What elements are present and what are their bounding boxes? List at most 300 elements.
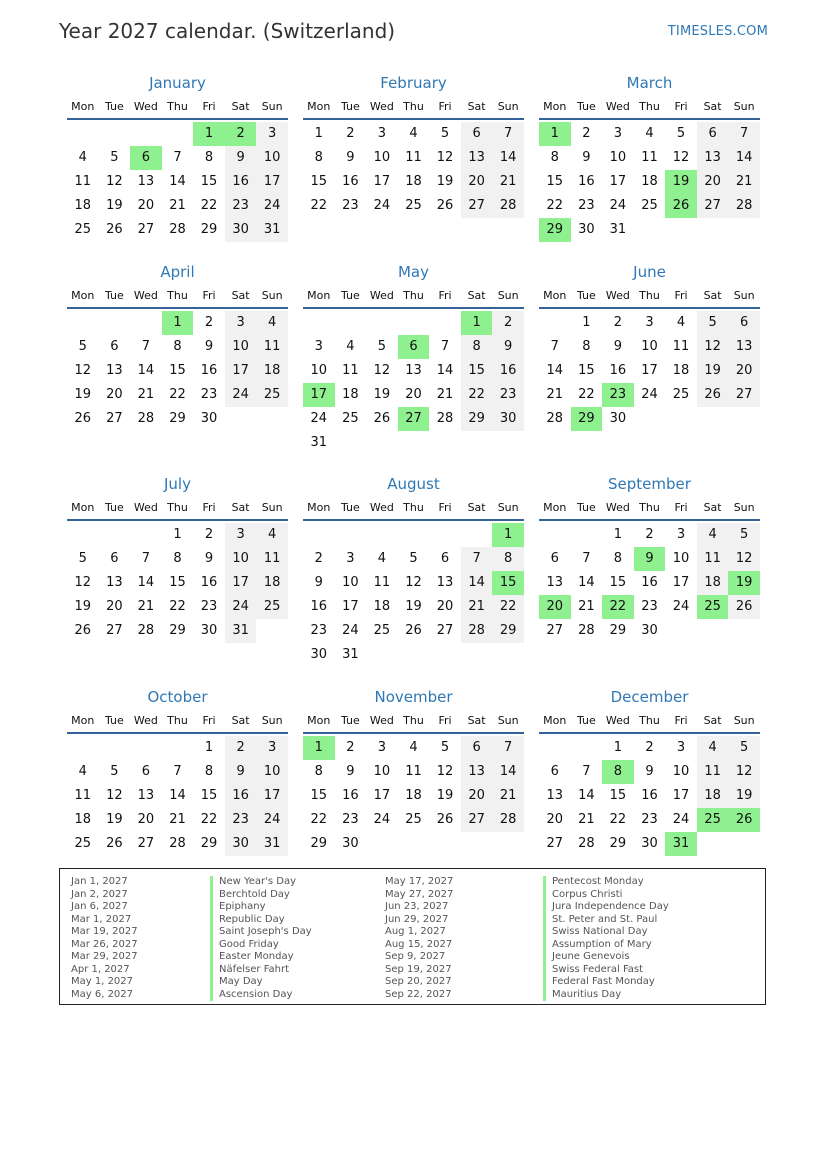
day-cell[interactable]: 25 <box>405 198 422 213</box>
day-cell[interactable]: 3 <box>314 339 323 354</box>
day-cell[interactable]: 24 <box>672 812 690 827</box>
day-cell[interactable]: 14 <box>436 363 454 378</box>
day-cell[interactable]: 1 <box>613 740 623 755</box>
day-cell[interactable]: 16 <box>492 359 524 383</box>
day-cell[interactable]: 17 <box>672 575 690 590</box>
day-cell[interactable]: 22 <box>169 387 186 402</box>
day-cell[interactable]: 22 <box>200 198 218 213</box>
day-cell[interactable]: 7 <box>440 339 450 354</box>
day-cell[interactable]: 22 <box>546 198 564 213</box>
day-cell[interactable]: 23 <box>225 194 257 218</box>
day-cell[interactable]: 29 <box>169 411 186 426</box>
day-cell[interactable]: 18 <box>256 571 288 595</box>
day-cell[interactable]: 2 <box>645 527 654 542</box>
day-cell[interactable]: 4 <box>676 315 686 330</box>
day-cell[interactable]: 3 <box>676 740 686 755</box>
day-cell[interactable]: 23 <box>641 599 658 614</box>
day-cell[interactable]: 11 <box>672 339 690 354</box>
day-cell[interactable]: 24 <box>609 198 627 213</box>
day-cell[interactable]: 13 <box>697 146 729 170</box>
day-cell[interactable]: 26 <box>106 836 123 851</box>
day-cell[interactable]: 3 <box>225 311 257 335</box>
day-cell[interactable]: 13 <box>405 363 422 378</box>
day-cell[interactable]: 12 <box>728 547 760 571</box>
day-cell[interactable]: 12 <box>728 760 760 784</box>
day-cell[interactable]: 3 <box>346 551 355 566</box>
day-cell[interactable]: 28 <box>461 619 493 643</box>
day-cell[interactable]: 28 <box>728 194 760 218</box>
day-cell[interactable]: 16 <box>200 363 218 378</box>
day-cell[interactable]: 14 <box>461 571 493 595</box>
day-cell[interactable]: 4 <box>256 523 288 547</box>
day-cell[interactable]: 6 <box>728 311 760 335</box>
day-cell[interactable]: 17 <box>373 174 391 189</box>
day-cell[interactable]: 4 <box>409 740 418 755</box>
day-cell[interactable]: 23 <box>342 812 359 827</box>
day-cell[interactable]: 19 <box>405 599 422 614</box>
day-cell[interactable]: 28 <box>169 836 186 851</box>
day-cell[interactable]: 28 <box>492 194 524 218</box>
day-cell[interactable]: 25 <box>256 383 288 407</box>
day-cell[interactable]: 30 <box>641 623 658 638</box>
day-cell[interactable]: 5 <box>697 311 729 335</box>
day-cell[interactable]: 20 <box>106 387 123 402</box>
day-cell[interactable]: 6 <box>550 551 559 566</box>
day-cell[interactable]: 24 <box>672 599 690 614</box>
day-cell[interactable]: 15 <box>200 788 218 803</box>
day-cell[interactable]: 24 <box>310 411 328 426</box>
day-cell[interactable]: 27 <box>546 623 564 638</box>
day-cell[interactable]: 18 <box>697 571 729 595</box>
day-cell[interactable]: 22 <box>609 812 627 827</box>
day-cell[interactable]: 6 <box>110 339 119 354</box>
day-cell[interactable]: 7 <box>728 122 760 146</box>
holiday-day-cell[interactable]: 1 <box>492 523 524 547</box>
day-cell[interactable]: 23 <box>492 383 524 407</box>
day-cell[interactable]: 25 <box>256 595 288 619</box>
day-cell[interactable]: 14 <box>492 146 524 170</box>
day-cell[interactable]: 18 <box>74 198 92 213</box>
day-cell[interactable]: 26 <box>405 623 422 638</box>
day-cell[interactable]: 14 <box>137 363 155 378</box>
day-cell[interactable]: 19 <box>436 788 454 803</box>
day-cell[interactable]: 14 <box>169 788 186 803</box>
day-cell[interactable]: 20 <box>546 812 564 827</box>
day-cell[interactable]: 5 <box>440 740 450 755</box>
day-cell[interactable]: 11 <box>405 150 422 165</box>
day-cell[interactable]: 20 <box>436 599 454 614</box>
day-cell[interactable]: 20 <box>137 198 155 213</box>
day-cell[interactable]: 24 <box>641 387 658 402</box>
day-cell[interactable]: 11 <box>256 547 288 571</box>
day-cell[interactable]: 5 <box>676 126 686 141</box>
day-cell[interactable]: 19 <box>106 812 123 827</box>
day-cell[interactable]: 7 <box>492 122 524 146</box>
day-cell[interactable]: 21 <box>728 170 760 194</box>
brand-link[interactable]: TIMESLES.COM <box>667 24 768 39</box>
day-cell[interactable]: 8 <box>314 150 323 165</box>
day-cell[interactable]: 6 <box>110 551 119 566</box>
day-cell[interactable]: 6 <box>141 764 151 779</box>
day-cell[interactable]: 8 <box>582 339 591 354</box>
holiday-day-cell[interactable]: 29 <box>571 407 603 431</box>
day-cell[interactable]: 26 <box>697 383 729 407</box>
holiday-day-cell[interactable]: 6 <box>130 146 162 170</box>
day-cell[interactable]: 29 <box>200 836 218 851</box>
day-cell[interactable]: 21 <box>546 387 564 402</box>
day-cell[interactable]: 8 <box>204 150 214 165</box>
day-cell[interactable]: 9 <box>346 150 355 165</box>
day-cell[interactable]: 14 <box>137 575 155 590</box>
day-cell[interactable]: 24 <box>373 198 391 213</box>
day-cell[interactable]: 20 <box>461 170 493 194</box>
day-cell[interactable]: 5 <box>110 150 119 165</box>
day-cell[interactable]: 26 <box>74 623 92 638</box>
day-cell[interactable]: 25 <box>405 812 422 827</box>
day-cell[interactable]: 7 <box>582 551 591 566</box>
day-cell[interactable]: 14 <box>546 363 564 378</box>
day-cell[interactable]: 30 <box>225 218 257 242</box>
day-cell[interactable]: 17 <box>373 788 391 803</box>
day-cell[interactable]: 9 <box>204 551 214 566</box>
day-cell[interactable]: 10 <box>225 335 257 359</box>
day-cell[interactable]: 15 <box>310 788 328 803</box>
holiday-day-cell[interactable]: 1 <box>539 122 571 146</box>
day-cell[interactable]: 30 <box>310 647 328 662</box>
day-cell[interactable]: 1 <box>314 126 323 141</box>
day-cell[interactable]: 13 <box>137 174 155 189</box>
day-cell[interactable]: 10 <box>256 146 288 170</box>
day-cell[interactable]: 4 <box>409 126 418 141</box>
day-cell[interactable]: 18 <box>74 812 92 827</box>
holiday-day-cell[interactable]: 15 <box>492 571 524 595</box>
day-cell[interactable]: 2 <box>346 126 355 141</box>
day-cell[interactable]: 25 <box>342 411 359 426</box>
day-cell[interactable]: 2 <box>314 551 323 566</box>
holiday-day-cell[interactable]: 6 <box>398 335 430 359</box>
day-cell[interactable]: 21 <box>461 595 493 619</box>
day-cell[interactable]: 3 <box>256 736 288 760</box>
day-cell[interactable]: 7 <box>141 551 151 566</box>
day-cell[interactable]: 15 <box>310 174 328 189</box>
day-cell[interactable]: 8 <box>613 551 623 566</box>
day-cell[interactable]: 9 <box>314 575 323 590</box>
day-cell[interactable]: 10 <box>342 575 359 590</box>
day-cell[interactable]: 20 <box>137 812 155 827</box>
day-cell[interactable]: 6 <box>461 736 493 760</box>
day-cell[interactable]: 15 <box>169 363 186 378</box>
day-cell[interactable]: 18 <box>405 788 422 803</box>
day-cell[interactable]: 13 <box>461 146 493 170</box>
day-cell[interactable]: 10 <box>373 764 391 779</box>
day-cell[interactable]: 13 <box>436 575 454 590</box>
day-cell[interactable]: 22 <box>169 599 186 614</box>
day-cell[interactable]: 21 <box>492 170 524 194</box>
day-cell[interactable]: 20 <box>697 170 729 194</box>
day-cell[interactable]: 9 <box>204 339 214 354</box>
day-cell[interactable]: 5 <box>409 551 418 566</box>
day-cell[interactable]: 11 <box>74 788 92 803</box>
day-cell[interactable]: 19 <box>74 599 92 614</box>
day-cell[interactable]: 21 <box>578 812 595 827</box>
day-cell[interactable]: 21 <box>492 784 524 808</box>
day-cell[interactable]: 10 <box>256 760 288 784</box>
day-cell[interactable]: 7 <box>141 339 151 354</box>
day-cell[interactable]: 21 <box>169 812 186 827</box>
day-cell[interactable]: 5 <box>728 736 760 760</box>
day-cell[interactable]: 19 <box>728 784 760 808</box>
day-cell[interactable]: 5 <box>728 523 760 547</box>
day-cell[interactable]: 10 <box>373 150 391 165</box>
holiday-day-cell[interactable]: 20 <box>539 595 571 619</box>
holiday-day-cell[interactable]: 29 <box>539 218 571 242</box>
day-cell[interactable]: 9 <box>613 339 623 354</box>
day-cell[interactable]: 14 <box>169 174 186 189</box>
day-cell[interactable]: 6 <box>461 122 493 146</box>
day-cell[interactable]: 8 <box>492 547 524 571</box>
day-cell[interactable]: 10 <box>225 547 257 571</box>
day-cell[interactable]: 28 <box>578 836 595 851</box>
day-cell[interactable]: 2 <box>613 315 623 330</box>
day-cell[interactable]: 13 <box>728 335 760 359</box>
day-cell[interactable]: 8 <box>173 551 182 566</box>
day-cell[interactable]: 2 <box>204 527 214 542</box>
day-cell[interactable]: 13 <box>106 363 123 378</box>
day-cell[interactable]: 21 <box>169 198 186 213</box>
day-cell[interactable]: 26 <box>436 812 454 827</box>
day-cell[interactable]: 16 <box>609 363 627 378</box>
holiday-day-cell[interactable]: 23 <box>602 383 634 407</box>
holiday-day-cell[interactable]: 8 <box>602 760 634 784</box>
holiday-day-cell[interactable]: 31 <box>665 832 697 856</box>
holiday-day-cell[interactable]: 25 <box>697 808 729 832</box>
day-cell[interactable]: 27 <box>461 194 493 218</box>
day-cell[interactable]: 4 <box>256 311 288 335</box>
day-cell[interactable]: 10 <box>672 551 690 566</box>
day-cell[interactable]: 1 <box>204 740 214 755</box>
day-cell[interactable]: 4 <box>697 523 729 547</box>
day-cell[interactable]: 17 <box>225 571 257 595</box>
day-cell[interactable]: 22 <box>310 198 328 213</box>
day-cell[interactable]: 16 <box>342 174 359 189</box>
day-cell[interactable]: 31 <box>310 435 328 450</box>
day-cell[interactable]: 16 <box>578 174 595 189</box>
day-cell[interactable]: 12 <box>436 150 454 165</box>
day-cell[interactable]: 9 <box>225 146 257 170</box>
day-cell[interactable]: 5 <box>377 339 387 354</box>
day-cell[interactable]: 4 <box>645 126 654 141</box>
day-cell[interactable]: 23 <box>641 812 658 827</box>
holiday-day-cell[interactable]: 27 <box>398 407 430 431</box>
day-cell[interactable]: 21 <box>578 599 595 614</box>
day-cell[interactable]: 12 <box>697 335 729 359</box>
day-cell[interactable]: 7 <box>173 150 182 165</box>
day-cell[interactable]: 17 <box>342 599 359 614</box>
day-cell[interactable]: 26 <box>106 222 123 237</box>
day-cell[interactable]: 24 <box>225 383 257 407</box>
day-cell[interactable]: 5 <box>440 126 450 141</box>
day-cell[interactable]: 30 <box>492 407 524 431</box>
holiday-day-cell[interactable]: 1 <box>162 311 194 335</box>
holiday-day-cell[interactable]: 26 <box>728 808 760 832</box>
day-cell[interactable]: 15 <box>200 174 218 189</box>
day-cell[interactable]: 25 <box>74 836 92 851</box>
day-cell[interactable]: 1 <box>173 527 182 542</box>
day-cell[interactable]: 29 <box>492 619 524 643</box>
day-cell[interactable]: 30 <box>578 222 595 237</box>
day-cell[interactable]: 7 <box>173 764 182 779</box>
day-cell[interactable]: 18 <box>256 359 288 383</box>
day-cell[interactable]: 11 <box>373 575 391 590</box>
day-cell[interactable]: 30 <box>200 411 218 426</box>
day-cell[interactable]: 5 <box>110 764 119 779</box>
holiday-day-cell[interactable]: 26 <box>665 194 697 218</box>
day-cell[interactable]: 4 <box>697 736 729 760</box>
day-cell[interactable]: 29 <box>169 623 186 638</box>
day-cell[interactable]: 29 <box>609 836 627 851</box>
day-cell[interactable]: 1 <box>582 315 591 330</box>
day-cell[interactable]: 27 <box>106 411 123 426</box>
day-cell[interactable]: 29 <box>310 836 328 851</box>
day-cell[interactable]: 20 <box>461 784 493 808</box>
day-cell[interactable]: 24 <box>225 595 257 619</box>
day-cell[interactable]: 2 <box>582 126 591 141</box>
day-cell[interactable]: 25 <box>373 623 391 638</box>
holiday-day-cell[interactable]: 9 <box>634 547 666 571</box>
day-cell[interactable]: 25 <box>74 222 92 237</box>
day-cell[interactable]: 19 <box>106 198 123 213</box>
day-cell[interactable]: 27 <box>137 222 155 237</box>
day-cell[interactable]: 12 <box>106 788 123 803</box>
day-cell[interactable]: 22 <box>492 595 524 619</box>
holiday-day-cell[interactable]: 1 <box>461 311 493 335</box>
day-cell[interactable]: 2 <box>645 740 654 755</box>
holiday-day-cell[interactable]: 22 <box>602 595 634 619</box>
day-cell[interactable]: 16 <box>310 599 328 614</box>
day-cell[interactable]: 2 <box>492 311 524 335</box>
day-cell[interactable]: 23 <box>200 387 218 402</box>
day-cell[interactable]: 29 <box>461 407 493 431</box>
day-cell[interactable]: 27 <box>137 836 155 851</box>
day-cell[interactable]: 15 <box>609 575 627 590</box>
day-cell[interactable]: 3 <box>613 126 623 141</box>
day-cell[interactable]: 9 <box>645 764 654 779</box>
day-cell[interactable]: 12 <box>74 575 92 590</box>
day-cell[interactable]: 11 <box>342 363 359 378</box>
day-cell[interactable]: 15 <box>546 174 564 189</box>
day-cell[interactable]: 28 <box>137 411 155 426</box>
day-cell[interactable]: 21 <box>137 387 155 402</box>
day-cell[interactable]: 27 <box>461 808 493 832</box>
day-cell[interactable]: 27 <box>697 194 729 218</box>
day-cell[interactable]: 18 <box>373 599 391 614</box>
day-cell[interactable]: 18 <box>672 363 690 378</box>
day-cell[interactable]: 25 <box>641 198 658 213</box>
day-cell[interactable]: 23 <box>200 599 218 614</box>
day-cell[interactable]: 28 <box>137 623 155 638</box>
day-cell[interactable]: 16 <box>200 575 218 590</box>
day-cell[interactable]: 2 <box>225 736 257 760</box>
day-cell[interactable]: 4 <box>377 551 387 566</box>
day-cell[interactable]: 14 <box>578 575 595 590</box>
day-cell[interactable]: 31 <box>342 647 359 662</box>
day-cell[interactable]: 28 <box>578 623 595 638</box>
day-cell[interactable]: 31 <box>225 619 257 643</box>
day-cell[interactable]: 17 <box>225 359 257 383</box>
day-cell[interactable]: 17 <box>256 170 288 194</box>
day-cell[interactable]: 12 <box>373 363 391 378</box>
day-cell[interactable]: 3 <box>225 523 257 547</box>
day-cell[interactable]: 17 <box>256 784 288 808</box>
day-cell[interactable]: 29 <box>200 222 218 237</box>
day-cell[interactable]: 28 <box>436 411 454 426</box>
day-cell[interactable]: 11 <box>256 335 288 359</box>
day-cell[interactable]: 28 <box>169 222 186 237</box>
day-cell[interactable]: 14 <box>578 788 595 803</box>
day-cell[interactable]: 22 <box>578 387 595 402</box>
day-cell[interactable]: 7 <box>461 547 493 571</box>
day-cell[interactable]: 13 <box>546 788 564 803</box>
day-cell[interactable]: 30 <box>225 832 257 856</box>
day-cell[interactable]: 12 <box>74 363 92 378</box>
day-cell[interactable]: 8 <box>461 335 493 359</box>
holiday-day-cell[interactable]: 19 <box>665 170 697 194</box>
day-cell[interactable]: 6 <box>440 551 450 566</box>
day-cell[interactable]: 11 <box>74 174 92 189</box>
day-cell[interactable]: 8 <box>173 339 182 354</box>
day-cell[interactable]: 9 <box>346 764 355 779</box>
day-cell[interactable]: 29 <box>609 623 627 638</box>
day-cell[interactable]: 2 <box>204 315 214 330</box>
day-cell[interactable]: 21 <box>436 387 454 402</box>
day-cell[interactable]: 9 <box>225 760 257 784</box>
day-cell[interactable]: 18 <box>405 174 422 189</box>
day-cell[interactable]: 11 <box>697 547 729 571</box>
day-cell[interactable]: 26 <box>373 411 391 426</box>
day-cell[interactable]: 27 <box>106 623 123 638</box>
holiday-day-cell[interactable]: 25 <box>697 595 729 619</box>
day-cell[interactable]: 14 <box>728 146 760 170</box>
day-cell[interactable]: 18 <box>342 387 359 402</box>
day-cell[interactable]: 14 <box>492 760 524 784</box>
day-cell[interactable]: 31 <box>609 222 627 237</box>
day-cell[interactable]: 16 <box>225 784 257 808</box>
day-cell[interactable]: 12 <box>436 764 454 779</box>
day-cell[interactable]: 16 <box>641 575 658 590</box>
day-cell[interactable]: 5 <box>78 339 87 354</box>
day-cell[interactable]: 11 <box>405 764 422 779</box>
day-cell[interactable]: 19 <box>436 174 454 189</box>
holiday-day-cell[interactable]: 2 <box>225 122 257 146</box>
day-cell[interactable]: 15 <box>578 363 595 378</box>
day-cell[interactable]: 17 <box>672 788 690 803</box>
holiday-day-cell[interactable]: 19 <box>728 571 760 595</box>
day-cell[interactable]: 3 <box>676 527 686 542</box>
day-cell[interactable]: 8 <box>314 764 323 779</box>
day-cell[interactable]: 9 <box>492 335 524 359</box>
day-cell[interactable]: 20 <box>106 599 123 614</box>
day-cell[interactable]: 3 <box>377 126 387 141</box>
day-cell[interactable]: 1 <box>613 527 623 542</box>
day-cell[interactable]: 30 <box>641 836 658 851</box>
day-cell[interactable]: 31 <box>256 832 288 856</box>
day-cell[interactable]: 19 <box>697 359 729 383</box>
day-cell[interactable]: 15 <box>461 359 493 383</box>
day-cell[interactable]: 8 <box>204 764 214 779</box>
day-cell[interactable]: 19 <box>373 387 391 402</box>
day-cell[interactable]: 25 <box>672 387 690 402</box>
holiday-day-cell[interactable]: 1 <box>193 122 225 146</box>
